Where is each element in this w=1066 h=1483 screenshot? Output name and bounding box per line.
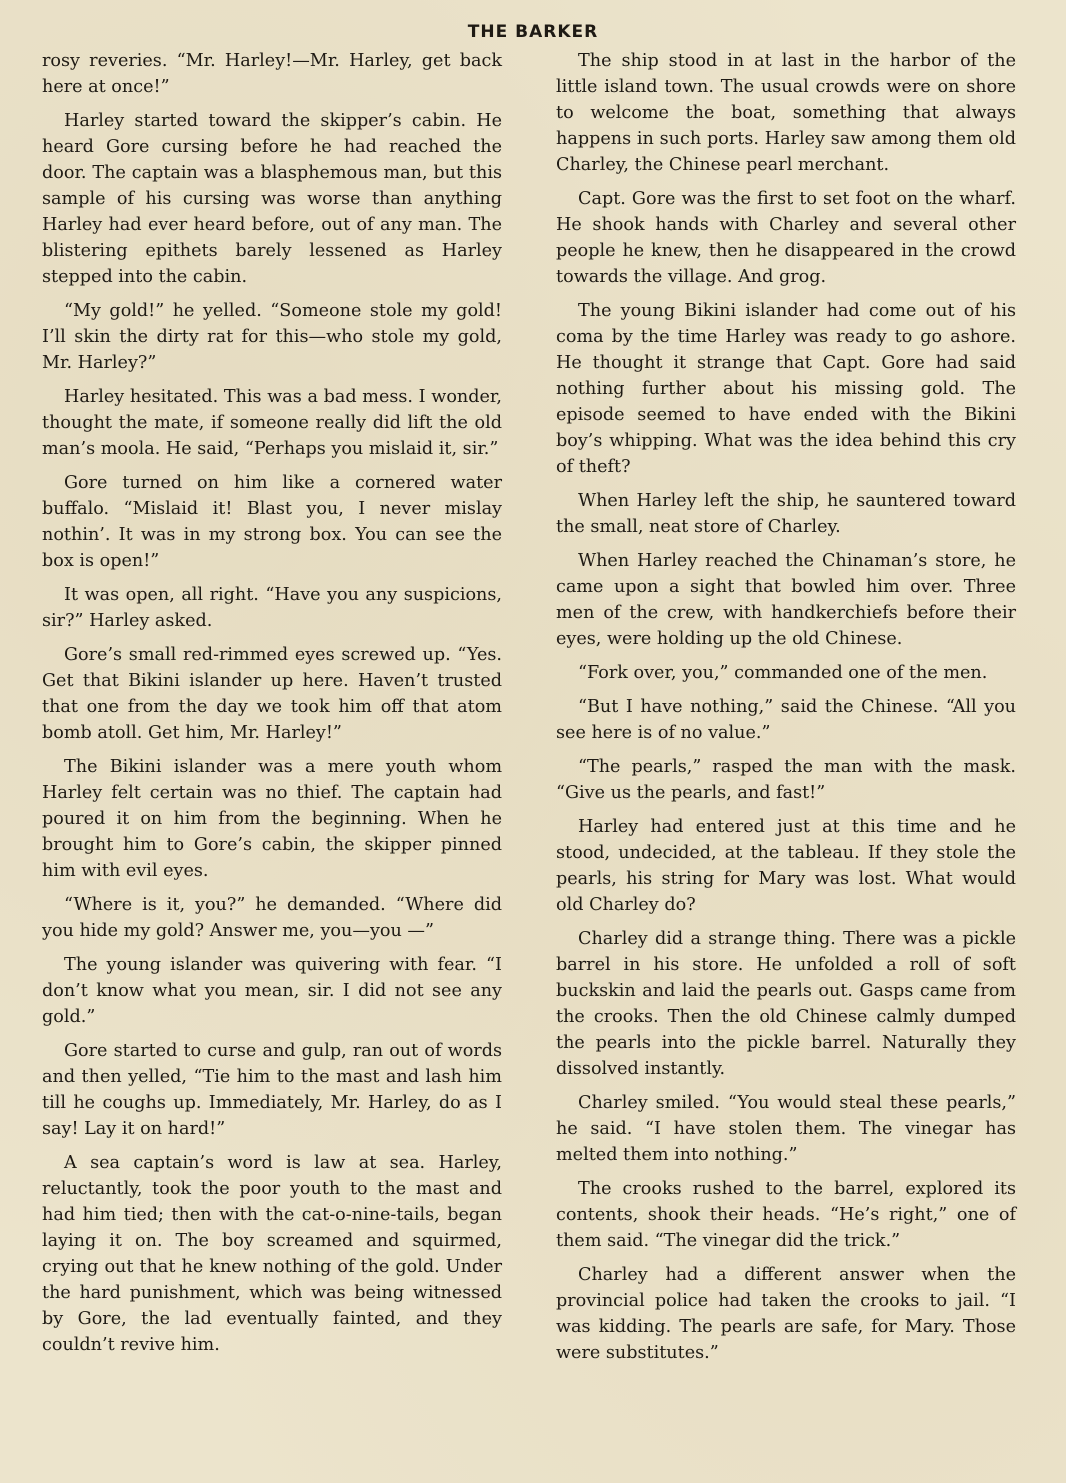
running-head: THE BARKER (467, 22, 599, 42)
paragraph: Charley smiled. “You would steal these pearls,” he said. “I have stolen them. The vinegar has melted them into nothing.” (556, 1093, 1016, 1165)
paragraph: When Harley reached the Chinaman’s store, he came upon a sight that bowled him over. Three men of the crew, with handkerchiefs before their eyes, were holding up the old Chinese. (556, 551, 1016, 649)
paragraph: Charley did a strange thing. There was a pickle barrel in his store. He unfolded a roll of soft buckskin and laid the pearls out. Gasps came from the crooks. Then the old Chinese calmly dumped the pearls into the pickle barrel. Naturally they dissolved instantly. (556, 929, 1016, 1079)
paragraph: Gore started to curse and gulp, ran out of words and then yelled, “Tie him to the mast and lash him till he coughs up. Immediately, Mr. Harley, do as I say! Lay it on hard!” (42, 1041, 502, 1139)
paragraph: “But I have nothing,” said the Chinese. “All you see here is of no value.” (556, 697, 1016, 743)
paragraph: Harley had entered just at this time and he stood, undecided, at the tableau. If they stole the pearls, his string for Mary was lost. What would old Charley do? (556, 817, 1016, 915)
paragraph: Harley hesitated. This was a bad mess. I wonder, thought the mate, if someone really did lift the old man’s moola. He said, “Perhaps you mislaid it, sir.” (42, 387, 502, 459)
paragraph: Charley had a different answer when the provincial police had taken the crooks to jail. “I was kidding. The pearls are safe, for Mary. Those were substitutes.” (556, 1265, 1016, 1363)
paragraph: The young islander was quivering with fear. “I don’t know what you mean, sir. I did not see any gold.” (42, 955, 502, 1027)
left-column (42, 48, 502, 1366)
paragraph: The crooks rushed to the barrel, explored its contents, shook their heads. “He’s right,” one of them said. “The vinegar did the trick.” (556, 1179, 1016, 1251)
paragraph: “Fork over, you,” commanded one of the men. (578, 663, 988, 683)
paragraph: Gore’s small red-rimmed eyes screwed up. “Yes. Get that Bikini islander up here. Haven’t trusted that one from the day we took him off that atom bomb atoll. Get him, Mr. Harley!” (42, 645, 502, 743)
paragraph: It was open, all right. “Have you any suspicions, sir?” Harley asked. (42, 585, 502, 631)
paragraph: rosy reveries. “Mr. Harley!—Mr. Harley, get back here at once!” (42, 51, 502, 97)
paragraph: Capt. Gore was the first to set foot on the wharf. He shook hands with Charley and several other people he knew, then he disappeared in the crowd towards the village. And grog. (556, 189, 1016, 287)
paragraph: When Harley left the ship, he sauntered toward the small, neat store of Charley. (556, 491, 1016, 537)
right-column (556, 48, 1016, 1374)
paragraph: Harley started toward the skipper’s cabin. He heard Gore cursing before he had reached the door. The captain was a blasphemous man, but this sample of his cursing was worse than anything Harley had ever heard before, out of any man. The blistering epithets barely lessened as Harley stepped into the cabin. (42, 111, 502, 287)
paragraph: The young Bikini islander had come out of his coma by the time Harley was ready to go ashore. He thought it strange that Capt. Gore had said nothing further about his missing gold. The episode seemed to have ended with the Bikini boy’s whipping. What was the idea behind this cry of theft? (556, 301, 1016, 477)
paragraph: A sea captain’s word is law at sea. Harley, reluctantly, took the poor youth to the mast and had him tied; then with the cat-o-nine-tails, began laying it on. The boy screamed and squirmed, crying out that he knew nothing of the gold. Under the hard punishment, which was being witnessed by Gore, the lad eventually fainted, and they couldn’t revive him. (42, 1153, 502, 1355)
paragraph: “Where is it, you?” he demanded. “Where did you hide my gold? Answer me, you—you —” (42, 895, 502, 941)
paragraph: Gore turned on him like a cornered water buffalo. “Mislaid it! Blast you, I never mislay nothin’. It was in my strong box. You can see the box is open!” (42, 473, 502, 571)
paragraph: The ship stood in at last in the harbor of the little island town. The usual crowds were on shore to welcome the boat, something that always happens in such ports. Harley saw among them old Charley, the Chinese pearl merchant. (556, 51, 1016, 175)
paragraph: The Bikini islander was a mere youth whom Harley felt certain was no thief. The captain had poured it on him from the beginning. When he brought him to Gore’s cabin, the skipper pinned him with evil eyes. (42, 757, 502, 881)
paragraph: “The pearls,” rasped the man with the mask. “Give us the pearls, and fast!” (556, 757, 1016, 803)
paragraph: “My gold!” he yelled. “Someone stole my gold! I’ll skin the dirty rat for this—who stole my gold, Mr. Harley?” (42, 301, 502, 373)
